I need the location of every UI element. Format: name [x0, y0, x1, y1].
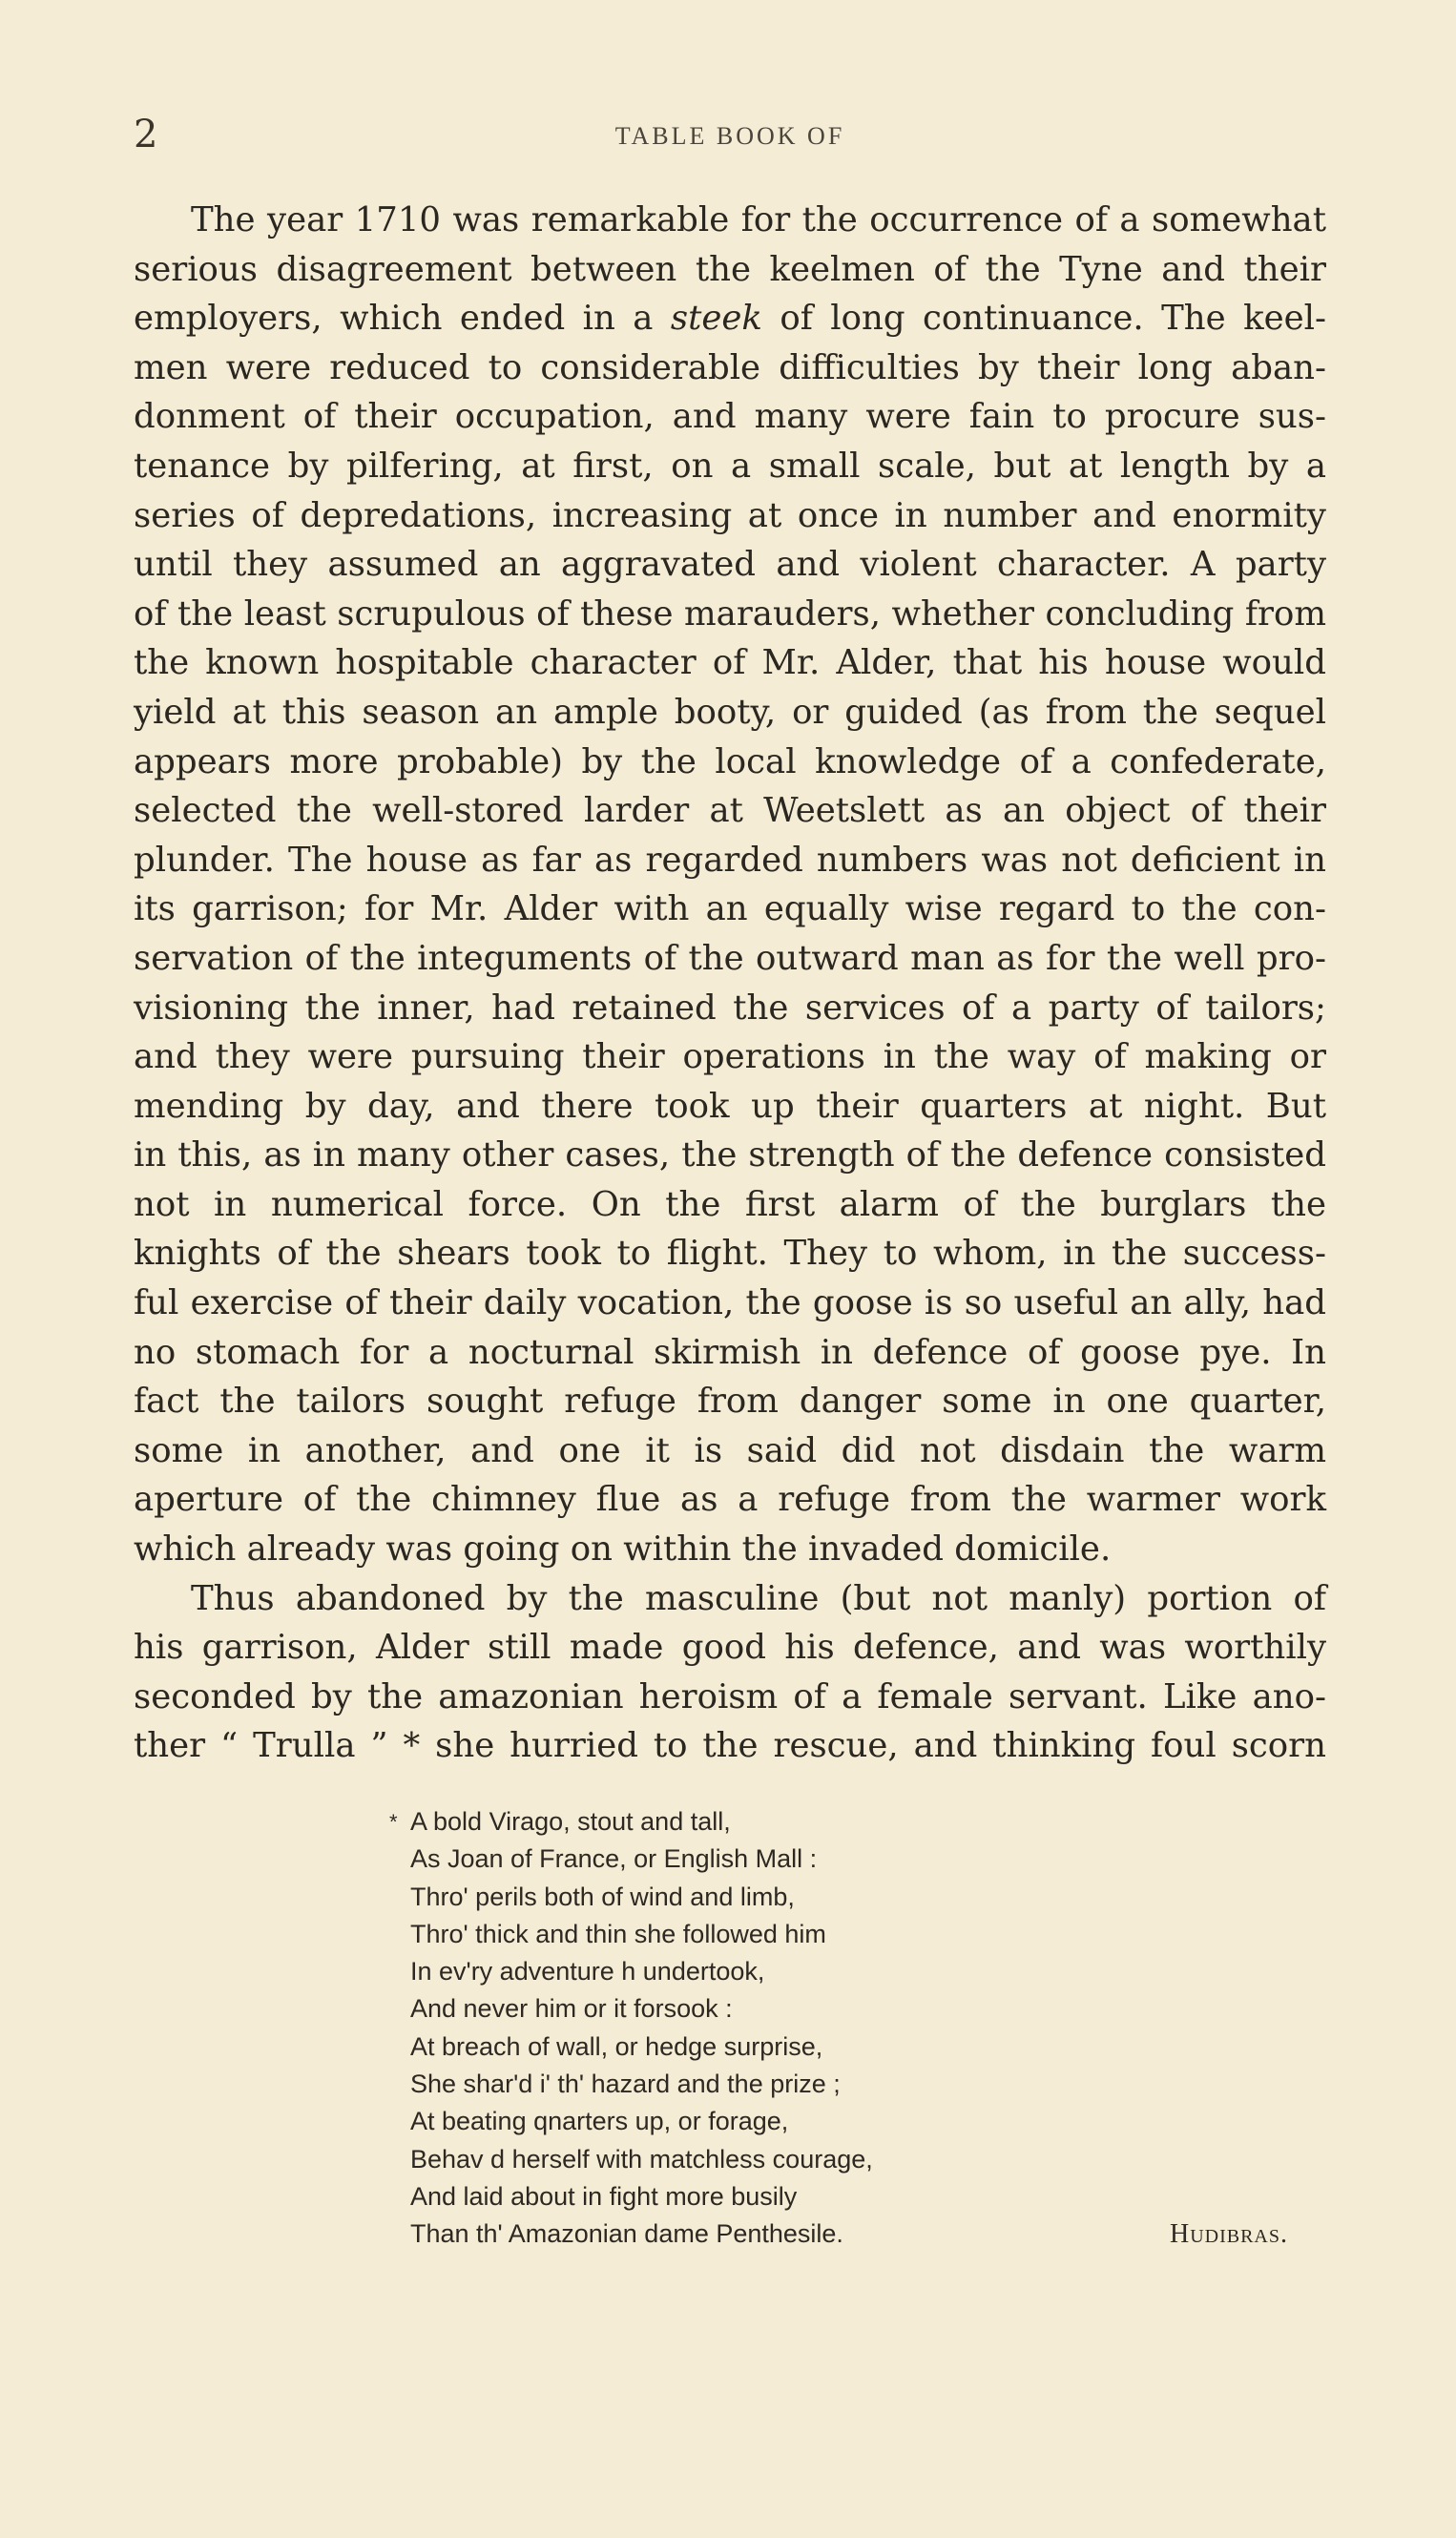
paragraph-2 — [134, 1574, 1326, 1771]
verse-line: Than th' Amazonian dame Penthesile. Hudibras. — [410, 2216, 1221, 2253]
footnote-verse — [410, 1803, 1288, 2254]
footnote-mark: * — [389, 1810, 398, 1834]
verse-line: And laid about in fight more busily — [410, 2181, 798, 2211]
italic-word: steek — [670, 299, 762, 339]
text-line: plunder. The house as far as regarded numbers was not deficient in — [134, 840, 1326, 880]
text-line: some in another, and one it is said did not disdain the warm — [134, 1430, 1326, 1470]
text-line: not in numerical force. On the first alarm of the burglars the — [134, 1184, 1326, 1224]
page-number: 2 — [134, 113, 158, 156]
text-line: visioning the inner, had retained the services of a party of tailors; — [134, 988, 1326, 1028]
text-line: fact the tailors sought refuge from danger some in one quarter, — [134, 1382, 1326, 1422]
text-line: selected the well-stored larder at Weetslett as an object of their — [134, 791, 1326, 831]
verse-line: At beating qnarters up, or forage, — [410, 2107, 789, 2136]
text-line: appears more probable) by the local knowledge of a confederate, — [134, 741, 1326, 781]
verse-line: Thro' thick and thin she followed him — [410, 1919, 826, 1948]
text-line: seconded by the amazonian heroism of a female servant. Like ano- — [134, 1676, 1326, 1716]
paragraph-1 — [134, 196, 1326, 1574]
text-line: donment of their occupation, and many were fain to procure sus- — [134, 397, 1326, 437]
page-header — [134, 113, 1326, 170]
text-line: mending by day, and there took up their quarters at night. But — [134, 1086, 1326, 1126]
verse-line: And never him or it forsook : — [410, 1994, 733, 2024]
text-line: The year 1710 was remarkable for the occurrence of a somewhat — [191, 200, 1326, 239]
text-line: yield at this season an ample booty, or guided (as from the sequel — [134, 692, 1326, 732]
verse-line: Thro' perils both of wind and limb, — [410, 1882, 795, 1911]
text-line: until they assumed an aggravated and violent character. A party — [134, 545, 1326, 585]
text-line: servation of the integuments of the outward man as for the well pro- — [134, 938, 1326, 978]
text-line: employers, which ended in a steek of long continuance. The keel- — [134, 299, 1326, 339]
verse-line: A bold Virago, stout and tall, — [410, 1807, 731, 1836]
verse-line: She shar'd i' th' hazard and the prize ; — [410, 2070, 841, 2099]
text-line: the known hospitable character of Mr. Alder, that his house would — [134, 643, 1326, 683]
text-line: serious disagreement between the keelmen of the Tyne and their — [134, 249, 1326, 289]
text-line: which already was going on within the invaded domicile. — [134, 1529, 1112, 1570]
verse-line: Behav d herself with matchless courage, — [410, 2144, 873, 2174]
text-line: and they were pursuing their operations in the way of making or — [134, 1037, 1326, 1077]
text-line: knights of the shears took to flight. They to whom, in the success- — [134, 1234, 1326, 1274]
running-head: TABLE BOOK OF — [614, 122, 845, 150]
text-line: its garrison; for Mr. Alder with an equally wise regard to the con- — [134, 889, 1326, 929]
footnote-credit: Hudibras. — [1169, 2219, 1288, 2250]
verse-line: In ev'ry adventure h undertook, — [410, 1957, 765, 1987]
text-line: aperture of the chimney flue as a refuge from the warmer work — [134, 1480, 1326, 1520]
text-line: of the least scrupulous of these marauders, whether concluding from — [134, 593, 1326, 634]
text-line: tenance by pilfering, at first, on a small scale, but at length by a — [134, 446, 1326, 486]
text-line: ther “ Trulla ” * she hurried to the rescue, and thinking foul scorn — [134, 1726, 1326, 1766]
footnote — [389, 1803, 1288, 2254]
text-line: no stomach for a nocturnal skirmish in defence of goose pye. In — [134, 1332, 1326, 1372]
verse-line: At breach of wall, or hedge surprise, — [410, 2031, 823, 2061]
text-line: ful exercise of their daily vocation, the goose is so useful an ally, had — [134, 1283, 1326, 1323]
text-line: men were reduced to considerable difficulties by their long aban- — [134, 347, 1326, 387]
text-line: his garrison, Alder still made good his defence, and was worthily — [134, 1628, 1326, 1668]
text-line: in this, as in many other cases, the strength of the defence consisted — [134, 1135, 1326, 1175]
main-text — [134, 196, 1326, 1771]
verse-line: As Joan of France, or English Mall : — [410, 1844, 818, 1874]
text-line: series of depredations, increasing at once in number and enormity — [134, 495, 1326, 535]
text-line: Thus abandoned by the masculine (but not manly) portion of — [191, 1578, 1326, 1618]
